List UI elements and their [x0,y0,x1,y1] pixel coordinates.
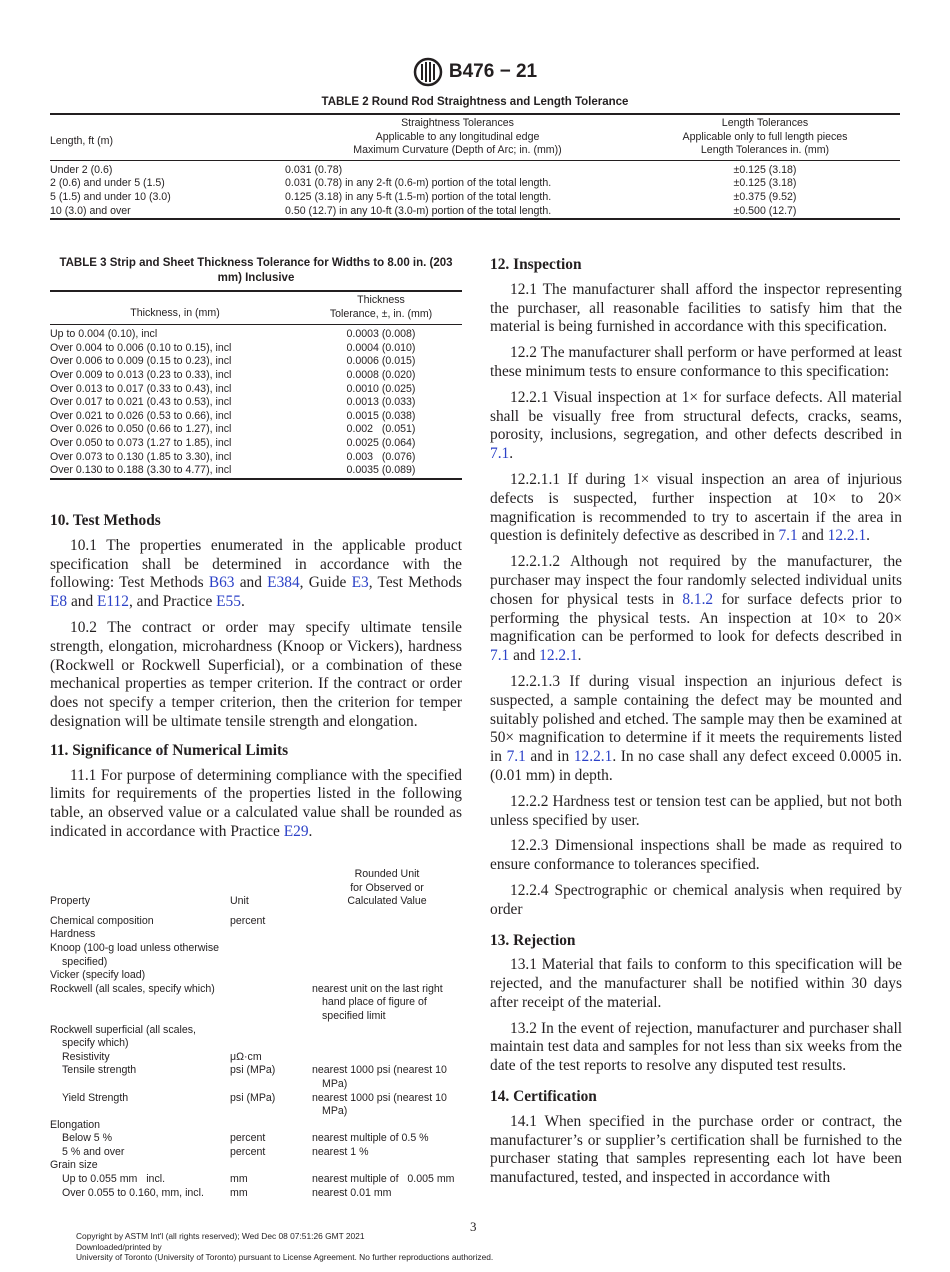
prop-header-property: Property [50,895,91,908]
length-tolerance-cell: ±0.125 (3.18) [733,163,797,176]
thickness-cell: Over 0.026 to 0.050 (0.66 to 1.27), incl [50,423,232,436]
length-cell: Under 2 (0.6) [50,163,113,176]
header-line: Length Tolerances [721,117,809,129]
paragraph-text: . [509,445,514,463]
length-cell: 10 (3.0) and over [50,204,131,217]
property-cell: Grain size [50,1159,98,1172]
paragraph-text: and [67,593,98,611]
header-line: Straightness Tolerances [401,117,514,129]
table-row [50,437,462,451]
table-row [50,191,900,205]
unit-cell: psi (MPa) [230,1091,276,1104]
paragraph-text: and [509,647,540,665]
paragraph-text: 10.1 The properties enumerated in the applicable product specification shall be determined in accordance with the following: Test Methods [50,536,462,592]
reference-link[interactable]: 12.2.1 [573,748,613,766]
rounded-cell: nearest 1 % [312,1145,369,1158]
rounded-cell [312,1159,462,1173]
astm-logo-icon [413,56,443,88]
unit-cell [230,983,312,1024]
tolerance-cell: 0.0035 (0.089) [346,464,416,477]
paragraph [490,673,902,786]
length-cell: 5 (1.5) and under 10 (3.0) [50,190,171,203]
section-14-heading: 14. Certification [490,1088,597,1106]
tolerance-cell: 0.0008 (0.020) [346,368,416,381]
copyright-footer [76,1231,493,1263]
table-row [50,396,462,410]
paragraph-10-1 [50,537,462,612]
unit-cell: μΩ·cm [230,1050,262,1063]
property-cell: Rockwell superficial (all scales, specify which) [50,1023,199,1050]
paragraph-text: 12.2.3 Dimensional inspections shall be made as required to ensure conformance to tolerances specified. [490,837,902,874]
paragraph-text: 12.2.4 Spectrographic or chemical analysis when required by order [490,881,902,918]
length-tolerance-cell: ±0.375 (9.52) [733,190,797,203]
paragraph-text: . [577,647,582,665]
unit-cell [230,1024,312,1051]
table-row [50,355,462,369]
property-cell: Elongation [50,1118,101,1131]
table-row [50,342,462,356]
table-row [50,969,462,983]
page-header [0,56,950,88]
paragraph-text: , Guide [299,574,352,592]
table2-header-length: Length, ft (m) [50,135,113,148]
paragraph-text: 13.2 In the event of rejection, manufacturer and purchaser shall maintain test data and samples for not less than six weeks from the date of the test reports to resolve any disputed test results. [490,1019,902,1075]
paragraph-text: 12.2.1.3 If during visual inspection an injurious defect is suspected, a sample containing the defect may be mounted and suitably polished and etched. The sample may then be examined at 50× magnification to determine if it meets the requirements listed in [490,672,902,766]
table-row [50,1159,462,1173]
rounded-cell: nearest 1000 psi (nearest 10 MPa) [312,1064,450,1090]
header-line: for Observed or [350,881,424,894]
table-row [50,928,462,942]
header-line: Tolerance, ±, in. (mm) [329,307,433,320]
property-cell: Knoop (100-g load unless otherwise specified) [50,941,222,968]
reference-link[interactable]: 7.1 [490,445,510,463]
unit-cell [230,969,312,983]
tolerance-cell: 0.002 (0.051) [346,423,416,436]
property-cell: Below 5 % [62,1132,113,1145]
section-13-heading: 13. Rejection [490,931,576,949]
paragraph [490,837,902,875]
reference-link[interactable]: 12.2.1 [827,527,867,545]
tolerance-cell: 0.0006 (0.015) [346,355,416,368]
unit-cell [230,928,312,942]
table-row [50,1064,462,1091]
paragraph-text: and in [525,748,574,766]
rounded-cell [312,1024,462,1051]
rounded-cell: nearest 1000 psi (nearest 10 MPa) [312,1091,450,1118]
unit-cell [230,1119,312,1133]
paragraph-text: 11.1 For purpose of determining compliance with the specified limits for requirements of the properties listed in the following table, an observed value or a calculated value shall be rounded as indicated in accordance with Practice [50,766,462,840]
property-cell: Chemical composition [50,914,154,927]
table2-header-straightness [285,114,630,160]
rounded-cell [312,969,462,983]
paragraph-text: and [234,574,268,592]
unit-cell: percent [230,1145,266,1158]
reference-link[interactable]: 8.1.2 [682,590,714,608]
table-row [50,942,462,969]
paragraph-10-2 [50,619,462,732]
tolerance-cell: 0.0010 (0.025) [346,382,416,395]
property-cell: Rockwell (all scales, specify which) [50,982,215,995]
property-cell: 5 % and over [62,1145,125,1158]
length-tolerance-cell: ±0.500 (12.7) [733,204,797,217]
rounded-cell: nearest multiple of 0.5 % [312,1132,429,1145]
paragraph-text: 12.2.2 Hardness test or tension test can be applied, but not both unless specified by user. [490,792,902,829]
table-row [50,1119,462,1133]
paragraph-text: , and Practice [128,593,217,611]
thickness-cell: Over 0.017 to 0.021 (0.43 to 0.53), incl [50,396,232,409]
paragraph-text: . [240,593,245,611]
property-cell: Tensile strength [62,1064,137,1077]
thickness-cell: Over 0.009 to 0.013 (0.23 to 0.33), incl [50,368,232,381]
thickness-cell: Over 0.013 to 0.017 (0.33 to 0.43), incl [50,382,232,395]
thickness-cell: Over 0.004 to 0.006 (0.10 to 0.15), incl [50,341,232,354]
section-10-heading: 10. Test Methods [50,512,161,529]
tolerance-cell: 0.0015 (0.038) [346,409,416,422]
tolerance-cell: 0.003 (0.076) [346,450,416,463]
paragraph [490,882,902,920]
unit-cell: mm [230,1173,248,1186]
property-cell: Over 0.055 to 0.160, mm, incl. [62,1186,204,1199]
table-row [50,451,462,465]
reference-link[interactable]: 12.2.1 [539,647,578,665]
property-cell: Hardness [50,928,96,941]
rounded-cell: nearest multiple of 0.005 mm [312,1173,455,1186]
table3-header-tolerance [300,291,462,325]
thickness-cell: Over 0.050 to 0.073 (1.27 to 1.85), incl [50,436,232,449]
tolerance-cell: 0.0013 (0.033) [346,396,416,409]
paragraph-11-1 [50,767,462,842]
header-line: Length Tolerances in. (mm) [700,144,830,157]
header-line: Applicable to any longitudinal edge [375,130,540,143]
thickness-cell: Up to 0.004 (0.10), incl [50,328,158,341]
unit-cell: mm [230,1186,248,1199]
paragraph-text: 12.1 The manufacturer shall afford the inspector representing the purchaser, all reasonable facilities to satisfy him that the material is being furnished in accordance with this specification. [490,280,902,336]
rounded-cell [312,1119,462,1133]
thickness-cell: Over 0.130 to 0.188 (3.30 to 4.77), incl [50,464,232,477]
table-row [50,325,462,342]
header-line: Calculated Value [347,895,427,908]
table-row [50,369,462,383]
rounded-cell: nearest unit on the last right hand place of figure of specified limit [312,982,446,1022]
rounded-cell [312,1051,462,1065]
section-11-heading: 11. Significance of Numerical Limits [50,741,289,759]
table2-header-length-tolerance [630,114,900,160]
paragraph-text: and [797,527,828,545]
table-row [50,205,900,220]
paragraph-text: . [866,527,870,545]
table-row [50,1024,462,1051]
paragraph-text: 10.2 The contract or order may specify ultimate tensile strength, elongation, microhardness (Knoop or Vickers), hardness (Rockwell or Rockwell Superficial), or a combination of these mechanical properties as temper criterion. If the contract or order does not specify a temper criterion, then the criterion for temper designation will be ultimate tensile strength and elongation. [50,618,462,730]
paragraph-text: . [308,822,313,840]
reference-link[interactable]: E3 [351,574,369,592]
reference-link[interactable]: E29 [283,822,309,840]
reference-link[interactable]: E55 [216,593,241,611]
section-12-heading: 12. Inspection [490,256,582,273]
property-cell: Up to 0.055 mm incl. [62,1173,166,1186]
paragraph [490,1020,902,1076]
paragraph [490,553,902,666]
tolerance-cell: 0.0004 (0.010) [346,341,416,354]
unit-cell: psi (MPa) [230,1064,276,1077]
table-row [50,1092,462,1119]
thickness-cell: Over 0.073 to 0.130 (1.85 to 3.30), incl [50,450,232,463]
table-row [50,423,462,437]
footer-line: Copyright by ASTM Int'l (all rights reserved); Wed Dec 08 07:51:26 GMT 2021 [76,1231,365,1241]
reference-link[interactable]: 7.1 [490,647,510,665]
rounded-cell [312,928,462,942]
rounded-cell: nearest 0.01 mm [312,1186,392,1199]
paragraph [490,1113,902,1188]
paragraph-text: . In no case shall any defect exceed 0.0005 in. (0.01 mm) in depth. [490,748,902,784]
straightness-cell: 0.031 (0.78) in any 2-ft (0.6-m) portion of the total length. [285,177,552,190]
header-line: Maximum Curvature (Depth of Arc; in. (mm)) [353,144,562,157]
length-tolerance-cell: ±0.125 (3.18) [733,177,797,190]
reference-link[interactable]: E112 [97,593,129,611]
table3-header-thickness: Thickness, in (mm) [130,306,220,319]
reference-link[interactable]: B63 [208,574,235,592]
rounded-cell [312,942,462,969]
paragraph-text: , Test Methods [368,574,463,592]
prop-header-unit: Unit [230,895,249,908]
table-row [50,160,900,177]
paragraph [490,344,902,382]
straightness-cell: 0.031 (0.78) [285,163,343,176]
thickness-cell: Over 0.021 to 0.026 (0.53 to 0.66), incl [50,409,232,422]
table-row [50,1051,462,1065]
paragraph-text: 12.2.1.1 If during 1× visual inspection an area of injurious defects is suspected, further inspection at 10× to 20× magnification is recommended to try to ascertain if the area in question is definitely defective as described in [490,470,902,545]
footer-line: Downloaded/printed by [76,1241,162,1252]
unit-cell: percent [230,1132,266,1145]
prop-header-rounded [312,868,462,915]
reference-link[interactable]: 7.1 [506,748,526,766]
unit-cell: percent [230,914,266,927]
table-row [50,383,462,397]
table-row [50,1187,462,1201]
footer-line: University of Toronto (University of Toronto) pursuant to License Agreement. No further reproductions authorized. [76,1252,494,1262]
header-line: Applicable only to full length pieces [682,130,848,143]
property-cell: Resistivity [62,1050,110,1063]
reference-link[interactable]: E8 [50,593,68,611]
straightness-cell: 0.125 (3.18) in any 5-ft (1.5-m) portion of the total length. [285,190,552,203]
paragraph [490,471,902,546]
table-row [50,1132,462,1146]
table-row [50,464,462,479]
table2 [50,113,900,220]
table-row [50,915,462,929]
rounding-table [50,868,462,1200]
table3-title: TABLE 3 Strip and Sheet Thickness Tolerance for Widths to 8.00 in. (203 mm) Inclusive [59,257,453,284]
reference-link[interactable]: 7.1 [778,527,798,545]
paragraph-text: 12.2.1.2 Although not required by the manufacturer, the purchaser may inspect the four randomly selected individual units chosen for physical tests in [490,553,902,608]
length-cell: 2 (0.6) and under 5 (1.5) [50,177,165,190]
header-line: Thickness [357,294,405,306]
tolerance-cell: 0.0003 (0.008) [346,328,416,341]
paragraph-text: for surface defects prior to performing the physical tests. An inspection at 10× to 20× magnification can be performed to look for defects described in [490,590,902,646]
paragraph-text: 12.2 The manufacturer shall perform or have performed at least these minimum tests to ensure conformance to this specification: [490,344,902,380]
paragraph-text: 14.1 When specified in the purchase order or contract, the manufacturer’s or supplier’s certification shall be furnished to the purchaser stating that samples representing each lot have been manufactured, tested, and inspected in accordance with [490,1112,902,1187]
rounded-cell [312,915,462,929]
document-designation: B476 − 21 [448,61,538,83]
paragraph [490,793,902,831]
unit-cell [230,942,312,969]
table-row [50,1173,462,1187]
unit-cell [230,1159,312,1173]
table-row [50,983,462,1024]
thickness-cell: Over 0.006 to 0.009 (0.15 to 0.23), incl [50,355,232,368]
table2-title: TABLE 2 Round Rod Straightness and Length Tolerance [321,96,629,108]
table-row [50,177,900,191]
paragraph [490,956,902,1012]
right-text-column [490,256,902,1195]
reference-link[interactable]: E384 [267,574,300,592]
property-cell: Yield Strength [62,1091,129,1104]
paragraph-text: 13.1 Material that fails to conform to this specification will be rejected, and the manufacturer shall be notified within 30 days after receipt of the material. [490,956,902,1011]
paragraph [490,389,902,464]
tolerance-cell: 0.0025 (0.064) [346,436,416,449]
table3 [50,290,462,480]
straightness-cell: 0.50 (12.7) in any 10-ft (3.0-m) portion of the total length. [285,204,552,217]
left-text-column [50,512,462,849]
table-row [50,410,462,424]
table-row [50,1146,462,1160]
paragraph [490,281,902,337]
header-line: Rounded Unit [354,868,420,880]
property-cell: Vicker (specify load) [50,969,146,982]
page-number: 3 [470,1219,477,1234]
paragraph-text: 12.2.1 Visual inspection at 1× for surface defects. All material shall be visually free from structural defects, cracks, seams, porosity, inclusions, segregation, and other defects described in [490,388,902,444]
